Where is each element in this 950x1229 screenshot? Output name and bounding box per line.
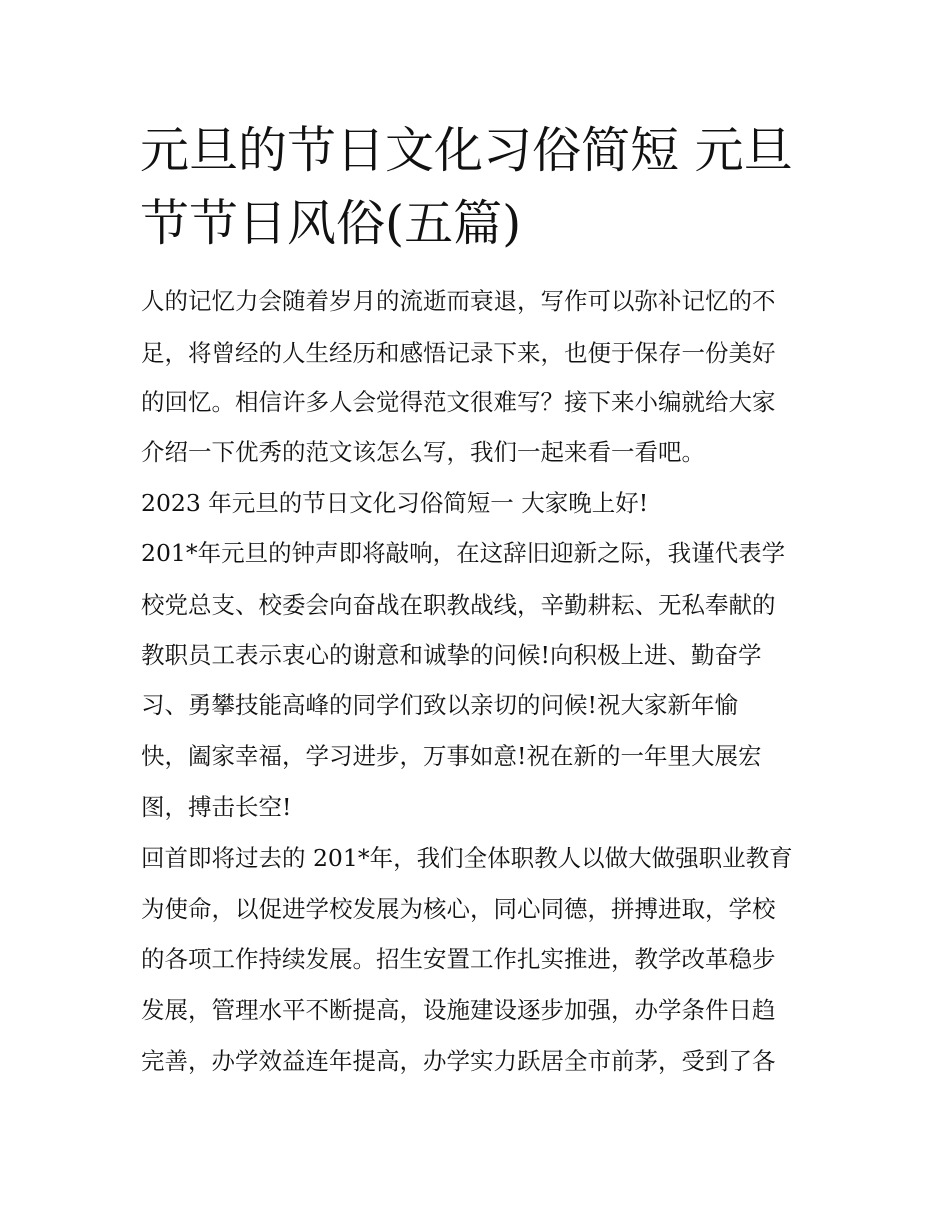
document-title-line-2: 节节日风俗(五篇) (140, 195, 522, 252)
body-line-9: 习、勇攀技能高峰的同学们致以亲切的问候!祝大家新年愉 (141, 691, 738, 719)
body-line-1: 人的记忆力会随着岁月的流逝而衰退，写作可以弥补记忆的不 (141, 287, 776, 315)
body-line-8: 教职员工表示衷心的谢意和诚挚的问候!向积极上进、勤奋学 (141, 641, 762, 669)
body-line-16: 完善，办学效益连年提高，办学实力跃居全市前茅，受到了各 (141, 1047, 776, 1075)
body-line-6: 201*年元旦的钟声即将敲响，在这辞旧迎新之际，我谨代表学 (141, 539, 786, 567)
body-line-12: 回首即将过去的 201*年，我们全体职教人以做大做强职业教育 (141, 844, 793, 872)
body-line-4: 介绍一下优秀的范文该怎么写，我们一起来看一看吧。 (141, 438, 705, 466)
body-line-15: 发展，管理水平不断提高，设施建设逐步加强，办学条件日趋 (141, 996, 776, 1024)
body-line-11: 图，搏击长空! (141, 793, 292, 821)
body-line-2: 足，将曾经的人生经历和感悟记录下来，也便于保存一份美好 (141, 339, 776, 367)
body-line-7: 校党总支、校委会向奋战在职教战线，辛勤耕耘、无私奉献的 (141, 591, 776, 619)
document-title-line-1: 元旦的节日文化习俗简短 元旦 (140, 122, 793, 179)
body-line-14: 的各项工作持续发展。招生安置工作扎实推进，教学改革稳步 (141, 945, 776, 973)
body-line-13: 为使命，以促进学校发展为核心，同心同德，拼搏进取，学校 (141, 895, 776, 923)
body-line-5: 2023 年元旦的节日文化习俗简短一 大家晚上好! (141, 489, 649, 517)
body-line-10: 快，阖家幸福，学习进步，万事如意!祝在新的一年里大展宏 (141, 742, 762, 770)
body-line-3: 的回忆。相信许多人会觉得范文很难写？接下来小编就给大家 (141, 388, 776, 416)
